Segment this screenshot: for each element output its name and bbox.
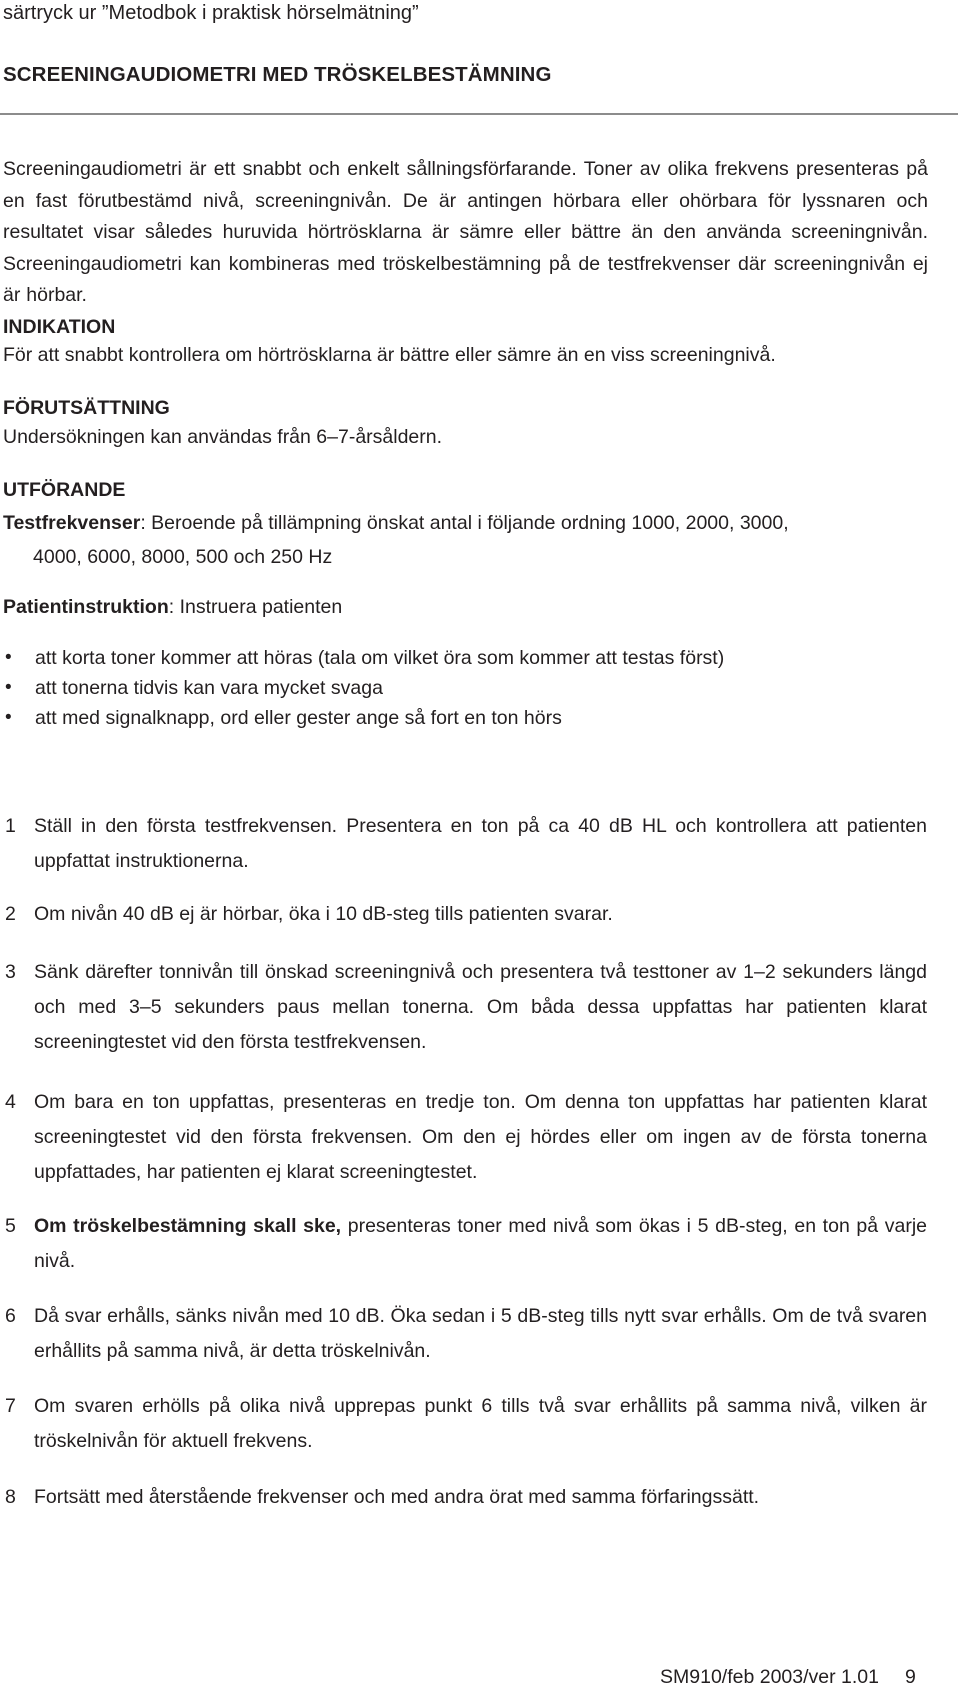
indikation-heading: INDIKATION <box>3 316 116 338</box>
document-version: SM910/feb 2003/ver 1.01 <box>660 1666 879 1688</box>
step-text: Om bara en ton uppfattas, presenteras en tredje ton. Om denna ton uppfattas har patienten klarat screeningtestet vid den första frekvensen. Om den ej hördes eller om ingen av de första tonerna uppfattades, har patienten ej klarat screeningtestet. <box>34 1091 927 1183</box>
patientinstruktion-text: : Instruera patienten <box>168 596 343 618</box>
page-footer <box>660 1664 916 1690</box>
step-number: 4 <box>5 1091 16 1113</box>
step-number: 8 <box>5 1486 16 1508</box>
step-text <box>34 1209 927 1279</box>
step-emphasis: Om tröskelbestämning skall ske, <box>34 1215 342 1237</box>
step-text: Fortsätt med återstående frekvenser och med andra örat med samma förfaringssätt. <box>34 1486 760 1508</box>
bullet-text: att med signalknapp, ord eller gester ange så fort en ton hörs <box>35 707 562 729</box>
testfrekvenser-text: : Beroende på tillämpning önskat antal i följande ordning 1000, 2000, 3000, <box>140 512 789 534</box>
step-text: Då svar erhålls, sänks nivån med 10 dB. Öka sedan i 5 dB-steg tills nytt svar erhålls. Om de två svaren erhållits på samma nivå, är detta tröskelnivån. <box>34 1305 927 1362</box>
step-text-rest: presenteras toner med nivå som ökas i 5 dB-steg, en ton på varje nivå. <box>34 1215 928 1272</box>
indikation-text: För att snabbt kontrollera om hörtrösklarna är bättre eller sämre än en viss screeningnivå. <box>3 344 776 366</box>
testfrekvenser-values: 4000, 6000, 8000, 500 och 250 Hz <box>33 546 333 568</box>
testfrekvenser-line <box>3 510 789 536</box>
bullet-marker: • <box>5 677 12 698</box>
step-number: 5 <box>5 1215 16 1237</box>
step-text: Ställ in den första testfrekvensen. Presentera en ton på ca 40 dB HL och kontrollera att patienten uppfattat instruktionerna. <box>34 815 927 872</box>
intro-paragraph: Screeningaudiometri är ett snabbt och enkelt sållningsförfarande. Toner av olika frekvens presenteras på en fast förutbestämd nivå, screeningnivån. De är antingen hörbara eller ohörbara för lyssnaren och resultatet visar således huruvida hörtrösklarna är sämre eller bättre än den använda screeningnivån. Screeningaudiometri kan kombineras med tröskelbestämning på de testfrekvenser där screeningnivån ej är hörbar. <box>3 158 928 306</box>
running-head: särtryck ur ”Metodbok i praktisk hörselmätning” <box>3 2 419 24</box>
title-divider <box>0 113 958 115</box>
forutsattning-text: Undersökningen kan användas från 6–7-årsåldern. <box>3 426 443 448</box>
bullet-text: att tonerna tidvis kan vara mycket svaga <box>35 677 383 699</box>
step-number: 6 <box>5 1305 16 1327</box>
step-number: 1 <box>5 815 16 837</box>
step-text: Om nivån 40 dB ej är hörbar, öka i 10 dB-steg tills patienten svarar. <box>34 903 613 925</box>
step-text: Sänk därefter tonnivån till önskad screeningnivå och presentera två testtoner av 1–2 sekunders längd och med 3–5 sekunders paus mellan tonerna. Om båda dessa uppfattas har patienten klarat screeningtestet vid den första testfrekvensen. <box>34 961 927 1053</box>
utforande-heading: UTFÖRANDE <box>3 479 126 501</box>
step-number: 2 <box>5 903 16 925</box>
bullet-marker: • <box>5 647 12 668</box>
step-number: 3 <box>5 961 16 983</box>
document-title: SCREENINGAUDIOMETRI MED TRÖSKELBESTÄMNING <box>3 63 552 86</box>
forutsattning-heading: FÖRUTSÄTTNING <box>3 397 170 419</box>
patientinstruktion-line <box>3 594 342 620</box>
testfrekvenser-label: Testfrekvenser <box>3 512 141 534</box>
patientinstruktion-label: Patientinstruktion <box>3 596 169 618</box>
bullet-text: att korta toner kommer att höras (tala om vilket öra som kommer att testas först) <box>35 647 725 669</box>
step-text: Om svaren erhölls på olika nivå upprepas punkt 6 tills två svar erhållits på samma nivå, vilken är tröskelnivån för aktuell frekvens. <box>34 1395 927 1452</box>
step-number: 7 <box>5 1395 16 1417</box>
page-number: 9 <box>905 1666 916 1688</box>
bullet-marker: • <box>5 707 12 728</box>
